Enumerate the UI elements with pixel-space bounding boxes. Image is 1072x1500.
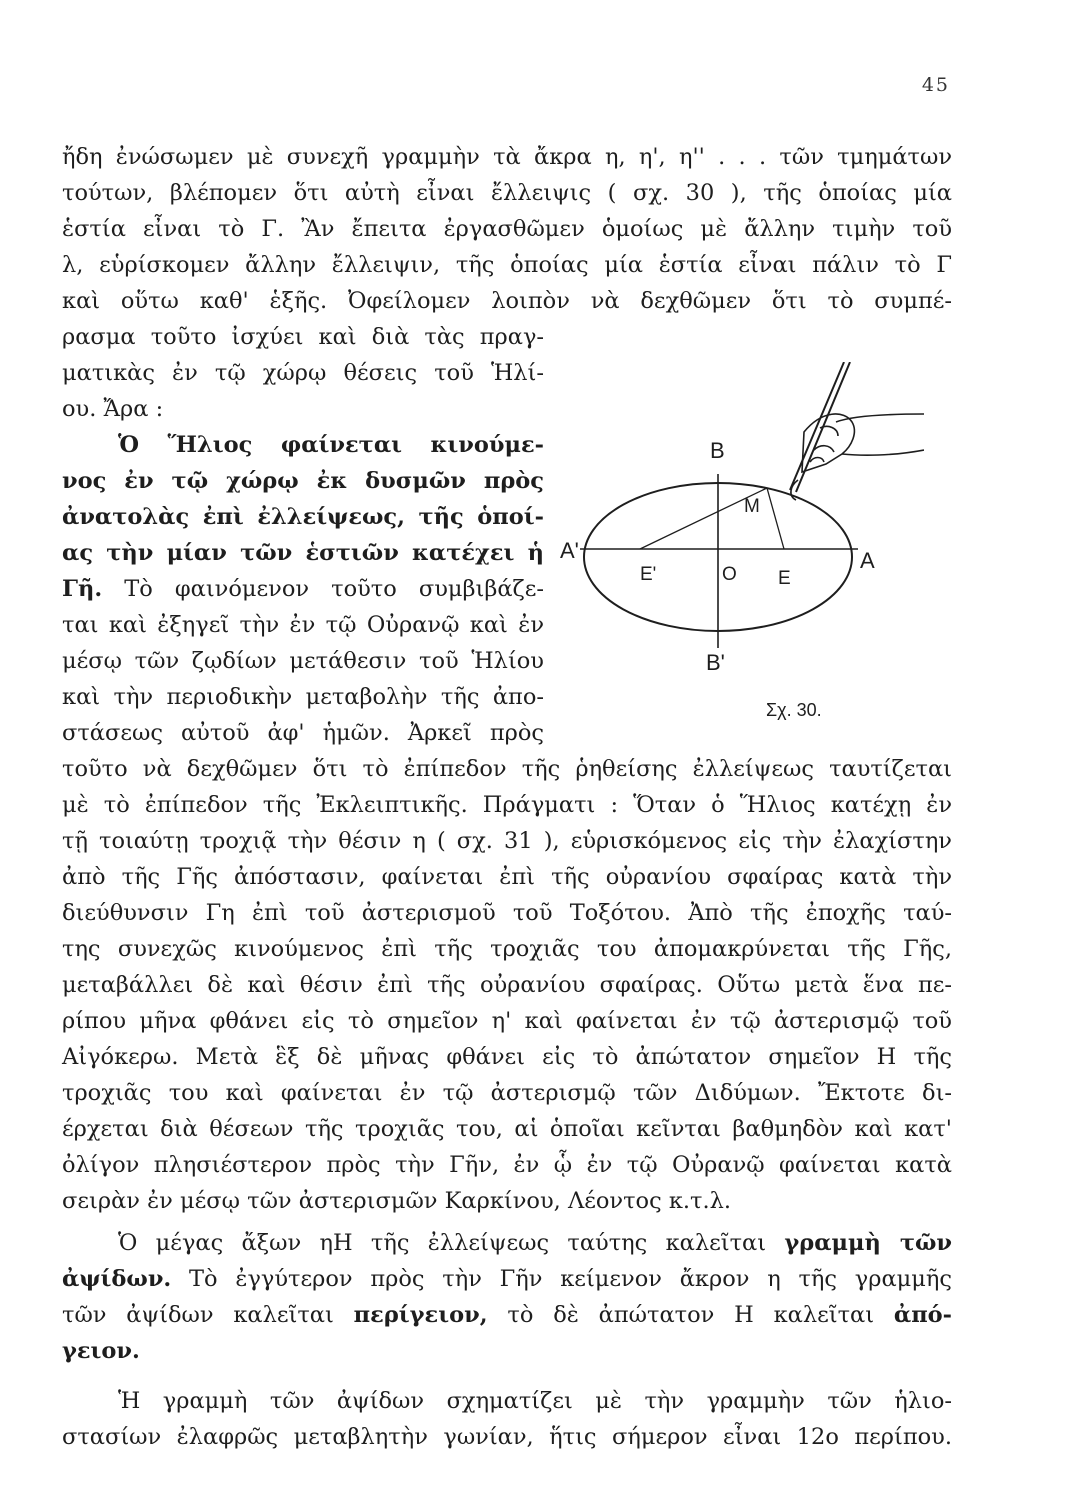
text-line: στάσεως αὐτοῦ ἀφ' ἡμῶν. Ἀρκεῖ πρὸς (62, 720, 544, 746)
label-b: B (710, 438, 725, 463)
text-line: τῇ τοιαύτῃ τροχιᾷ τὴν θέσιν η ( σχ. 31 ), εὑρισκόμενος εἰς τὴν ἐλαχίστην (62, 828, 952, 854)
label-a: A (860, 548, 875, 573)
text-line: τροχιᾶς του καὶ φαίνεται ἐν τῷ ἀστερισμῷ τῶν Διδύμων. Ἔκτοτε δι- (62, 1080, 952, 1106)
text-line: ται καὶ ἐξηγεῖ τὴν ἐν τῷ Οὐρανῷ καὶ ἐν (62, 612, 544, 638)
label-m: M (744, 496, 760, 517)
text-line (62, 1262, 952, 1296)
label-b-prime: B' (706, 650, 725, 675)
text-span: Τὸ φαινόμενον τοῦτο συμβιβάζε- (124, 576, 545, 602)
figure-caption: Σχ. 30. (766, 700, 822, 720)
term-apsides: ἀψίδων. (62, 1266, 172, 1292)
text-line: ἤδη ἐνώσωμεν μὲ συνεχῆ γραμμὴν τὰ ἄκρα η, η', η'' . . . τῶν τμημάτων (62, 144, 952, 170)
text-line: της συνεχῶς κινούμενος ἐπὶ τῆς τροχιᾶς του ἀπομακρύνεται τῆς Γῆς, (62, 936, 952, 962)
text-line: Αἰγόκερω. Μετὰ ἓξ δὲ μῆνας φθάνει εἰς τὸ ἀπώτατον σημεῖον Η τῆς (62, 1044, 952, 1070)
text-line: έρχεται διὰ θέσεων τῆς τροχιᾶς του, αἱ ὁποῖαι κεῖνται βαθμηδὸν καὶ κατ' (62, 1116, 952, 1142)
text-line: καὶ οὕτω καθ' ἑξῆς. Ὀφείλομεν λοιπὸν νὰ δεχθῶμεν ὅτι τὸ συμπέ- (62, 288, 952, 314)
theorem-line: Ὁ Ἥλιος φαίνεται κινούμε- (118, 432, 544, 458)
text-line (62, 572, 544, 606)
text-line: μέσῳ τῶν ζῳδίων μετάθεσιν τοῦ Ἡλίου (62, 648, 544, 674)
theorem-line: ἀνατολὰς ἐπὶ ἐλλείψεως, τῆς ὁποί- (62, 504, 544, 530)
text-line: ἑστία εἶναι τὸ Γ. Ἂν ἔπειτα ἐργασθῶμεν ὁμοίως μὲ ἄλλην τιμὴν τοῦ (62, 216, 952, 242)
text-line: τούτων, βλέπομεν ὅτι αὐτὴ εἶναι ἔλλειψις ( σχ. 30 ), τῆς ὁποίας μία (62, 180, 952, 206)
text-line: γειον. (62, 1338, 140, 1364)
text-span: τὸ δὲ ἀπώτατον Η καλεῖται (507, 1302, 875, 1328)
text-line (62, 1298, 952, 1332)
term-line-of-apsides: γραμμὴ τῶν (784, 1230, 953, 1256)
text-line: λ, εὑρίσκομεν ἄλλην ἔλλειψιν, τῆς ὁποίας μία ἑστία εἶναι πάλιν τὸ Γ (62, 252, 952, 278)
text-line: ὀλίγον πλησιέστερον πρὸς τὴν Γῆν, ἐν ᾧ ἐν τῷ Οὐρανῷ φαίνεται κατὰ (62, 1152, 952, 1178)
hand-drawing-icon (790, 362, 924, 500)
text-line (118, 1226, 952, 1260)
text-span: Τὸ ἐγγύτερον πρὸς τὴν Γῆν κείμενον ἄκρον η τῆς γραμμῆς (189, 1266, 952, 1292)
theorem-end: Γῆ. (62, 576, 103, 602)
text-line: τοῦτο νὰ δεχθῶμεν ὅτι τὸ ἐπίπεδον τῆς ῥηθείσης ἐλλείψεως ταυτίζεται (62, 756, 952, 782)
text-line: ἀπὸ τῆς Γῆς ἀπόστασιν, φαίνεται ἐπὶ τῆς οὐρανίου σφαίρας κατὰ τὴν (62, 864, 952, 890)
theorem-line: νος ἐν τῷ χώρῳ ἐκ δυσμῶν πρὸς (62, 468, 544, 494)
label-a-prime: A' (560, 538, 579, 563)
text-line: μὲ τὸ ἐπίπεδον τῆς Ἐκλειπτικῆς. Πράγματι : Ὅταν ὁ Ἥλιος κατέχῃ ἐν (62, 792, 952, 818)
theorem-line: ας τὴν μίαν τῶν ἑστιῶν κατέχει ἡ (62, 540, 544, 566)
text-line: ου. Ἄρα : (62, 396, 164, 422)
text-line: σειρὰν ἐν μέσῳ τῶν ἀστερισμῶν Καρκίνου, Λέοντος κ.τ.λ. (62, 1188, 732, 1214)
text-line: ματικὰς ἐν τῷ χώρῳ θέσεις τοῦ Ἡλί- (62, 360, 544, 386)
text-line: Ἡ γραμμὴ τῶν ἀψίδων σχηματίζει μὲ τὴν γραμμὴν τῶν ἡλιο- (118, 1388, 952, 1414)
text-line: ρίπου μῆνα φθάνει εἰς τὸ σημεῖον η' καὶ φαίνεται ἐν τῷ ἀστερισμῷ τοῦ (62, 1008, 952, 1034)
page-number: 45 (921, 74, 950, 96)
text-line: καὶ τὴν περιοδικὴν μεταβολὴν τῆς ἀπο- (62, 684, 544, 710)
label-o: O (722, 564, 737, 585)
text-line: διεύθυνσιν Γη ἐπὶ τοῦ ἀστερισμοῦ τοῦ Τοξότου. Ἀπὸ τῆς ἐποχῆς ταύ- (62, 900, 952, 926)
focal-radius-e (767, 488, 784, 549)
label-e: E (778, 568, 791, 589)
term-apogee: ἀπό- (893, 1302, 953, 1328)
label-e-prime: E' (640, 564, 657, 585)
figure-30 (552, 362, 924, 732)
text-line: στασίων ἐλαφρῶς μεταβλητὴν γωνίαν, ἥτις σήμερον εἶναι 12ο περίπου. (62, 1424, 952, 1450)
text-line: μεταβάλλει δὲ καὶ θέσιν ἐπὶ τῆς οὐρανίου σφαίρας. Οὕτω μετὰ ἕνα πε- (62, 972, 952, 998)
text-span: Ὁ μέγας ἄξων ηΗ τῆς ἐλλείψεως ταύτης καλεῖται (118, 1230, 767, 1256)
term-perigee: περίγειον, (353, 1302, 488, 1328)
text-span: τῶν ἀψίδων καλεῖται (62, 1302, 334, 1328)
text-line: ρασμα τοῦτο ἰσχύει καὶ διὰ τὰς πραγ- (62, 324, 544, 350)
